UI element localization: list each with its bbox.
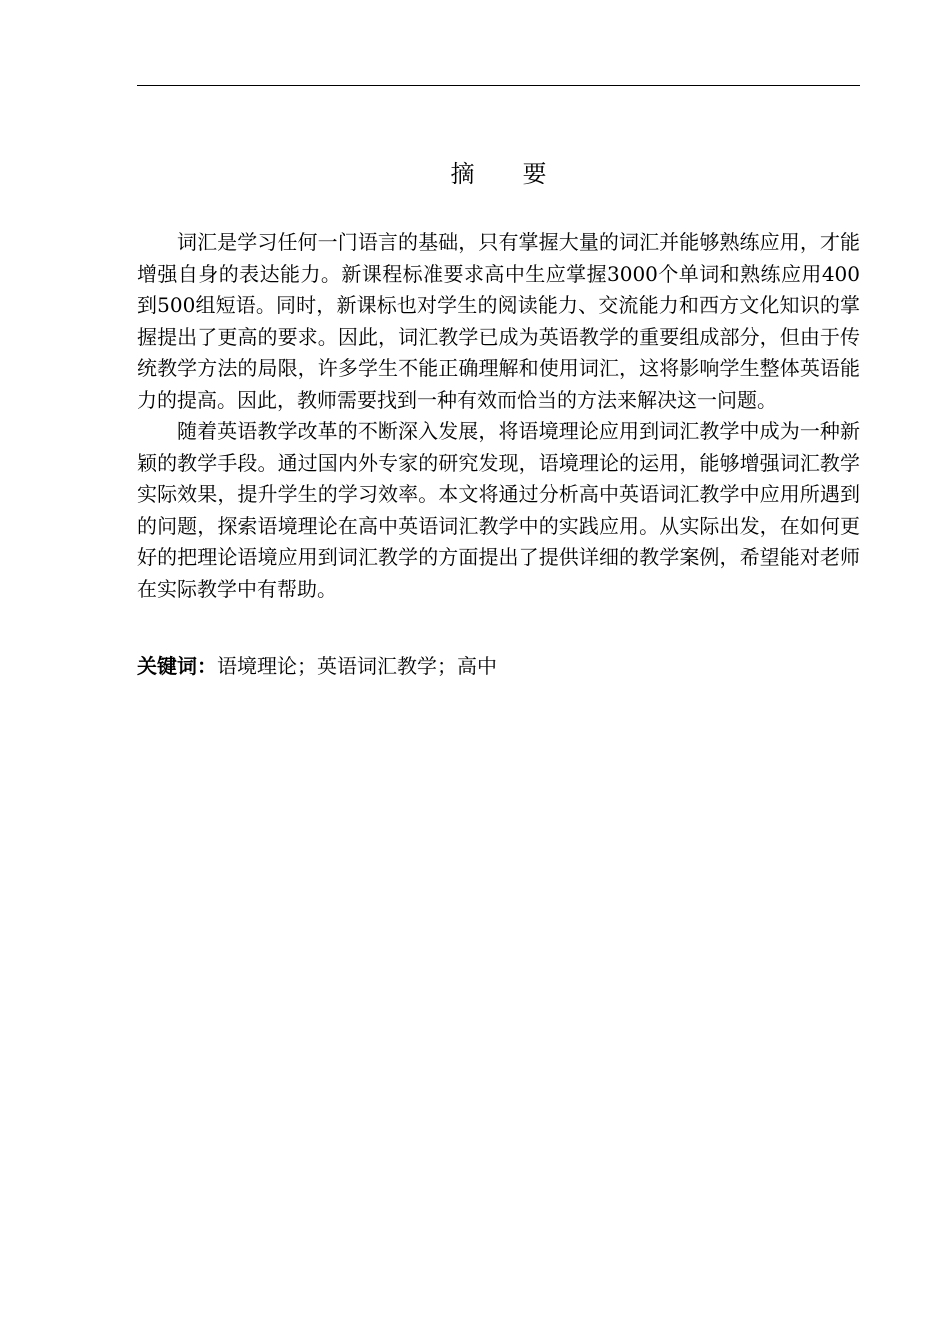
abstract-title: 摘 要 xyxy=(450,160,547,188)
header-rule xyxy=(137,85,860,86)
abstract-paragraph-2: 随着英语教学改革的不断深入发展，将语境理论应用到词汇教学中成为一种新颖的教学手段。通过国内外专家的研究发现，语境理论的运用，能够增强词汇教学实际效果，提升学生的学习效率。本文将通过分析高中英语词汇教学中应用所遇到的问题，探索语境理论在高中英语词汇教学中的实践应用。从实际出发，在如何更好的把理论语境应用到词汇教学的方面提出了提供详细的教学案例，希望能对老师在实际教学中有帮助。 xyxy=(137,419,860,601)
abstract-paragraph-1: 词汇是学习任何一门语言的基础，只有掌握大量的词汇并能够熟练应用，才能增强自身的表达能力。新课程标准要求高中生应掌握3000个单词和熟练应用400到500组短语。同时，新课标也对学生的阅读能力、交流能力和西方文化知识的掌握提出了更高的要求。因此，词汇教学已成为英语教学的重要组成部分，但由于传统教学方法的局限，许多学生不能正确理解和使用词汇，这将影响学生整体英语能力的提高。因此，教师需要找到一种有效而恰当的方法来解决这一问题。 xyxy=(137,230,860,412)
keywords-label: 关键词： xyxy=(137,654,217,678)
keywords-text: 语境理论；英语词汇教学；高中 xyxy=(217,654,497,678)
keywords-line xyxy=(137,651,860,682)
abstract-body xyxy=(137,227,860,605)
